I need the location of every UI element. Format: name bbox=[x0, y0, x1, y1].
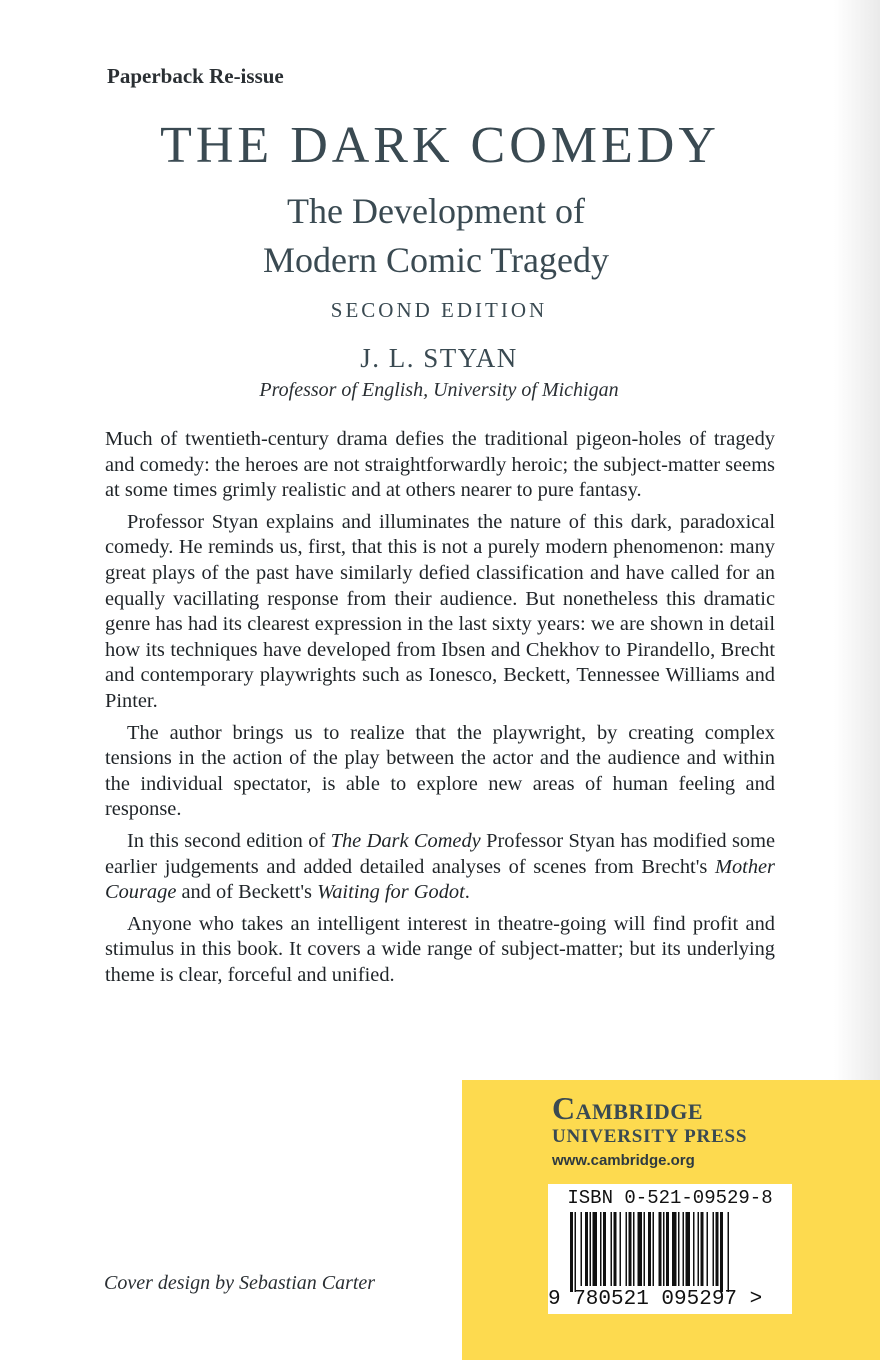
blurb-p4-text-b: Professor Styan has modified some earlier judgements and added detailed analyses of scenes from Brecht's bbox=[105, 829, 775, 878]
blurb-paragraph-3: The author brings us to realize that the playwright, by creating complex tensions in the action of the play between the actor and the audience and within the individual spectator, is able to explore new areas of human feeling and response. bbox=[105, 721, 775, 821]
subtitle-line-2: Modern Comic Tragedy bbox=[263, 240, 609, 280]
isbn-number: ISBN 0-521-09529-8 bbox=[567, 1187, 773, 1209]
book-title: THE DARK COMEDY bbox=[160, 117, 720, 174]
publisher-website: www.cambridge.org bbox=[552, 1152, 695, 1169]
barcode-stripe bbox=[678, 1212, 680, 1286]
barcode-stripe bbox=[603, 1212, 606, 1286]
barcode-bars bbox=[548, 1212, 792, 1292]
blurb-p4-text-a: In this second edition of bbox=[127, 829, 331, 852]
barcode-stripe bbox=[659, 1212, 662, 1286]
barcode-stripe bbox=[611, 1212, 613, 1286]
barcode-stripe bbox=[638, 1212, 643, 1286]
blurb-paragraph-1: Much of twentieth-century drama defies the traditional pigeon-holes of tragedy and comedy: the heroes are not straightforwardly heroic; the subject-matter seems at some times grimly realistic and at others nearer to pure fantasy. bbox=[105, 428, 775, 502]
book-title-ref: The Dark Comedy bbox=[330, 829, 481, 852]
barcode-stripe bbox=[713, 1212, 715, 1286]
barcode-stripe bbox=[716, 1212, 719, 1286]
barcode-stripe bbox=[575, 1212, 577, 1292]
author-name: J. L. STYAN bbox=[360, 343, 518, 373]
barcode-stripe bbox=[590, 1212, 592, 1286]
barcode-stripe bbox=[720, 1212, 723, 1292]
waiting-for-godot-ref: Waiting for Godot bbox=[317, 881, 465, 904]
publisher-subtitle: UNIVERSITY PRESS bbox=[552, 1126, 748, 1147]
publisher-name: Cambridge bbox=[552, 1090, 704, 1126]
barcode-digits: 9 780521 095297 > bbox=[548, 1288, 763, 1311]
blurb bbox=[105, 427, 775, 994]
barcode-stripe bbox=[701, 1212, 704, 1286]
barcode-stripe bbox=[600, 1212, 602, 1286]
barcode-stripe bbox=[728, 1212, 730, 1292]
blurb-paragraph-2: Professor Styan explains and illuminates the nature of this dark, paradoxical comedy. He reminds us, first, that this is not a purely modern phenomenon: many great plays of the past have similarly defied classification and have called for an equally vacillating response from their audience. But nonetheless this dramatic genre has had its clearest expression in the last sixty years: we are shown in detail how its techniques have developed from Ibsen and Chekhov to Pirandello, Brecht and contemporary playwrights such as Ionesco, Beckett, Tennessee Williams and Pinter. bbox=[105, 510, 775, 712]
blurb-p4-text-c: and of Beckett's bbox=[176, 881, 318, 904]
publisher-panel bbox=[462, 1080, 880, 1360]
barcode-stripe bbox=[663, 1212, 665, 1286]
mother-courage-ref: Mother Courage bbox=[105, 855, 775, 904]
barcode-stripe bbox=[648, 1212, 651, 1286]
barcode-stripe bbox=[626, 1212, 628, 1286]
author-affiliation: Professor of English, University of Michigan bbox=[259, 379, 619, 401]
barcode-stripe bbox=[633, 1212, 635, 1286]
barcode-stripe bbox=[570, 1212, 573, 1292]
cover-design-credit: Cover design by Sebastian Carter bbox=[104, 1272, 376, 1294]
reissue-label: Paperback Re-issue bbox=[107, 64, 284, 88]
blurb-paragraph-5: Anyone who takes an intelligent interest in theatre-going will find profit and stimulus in this book. It covers a wide range of subject-matter; but its underlying theme is clear, forceful and unified. bbox=[105, 912, 775, 986]
barcode-stripe bbox=[683, 1212, 685, 1286]
barcode-stripe bbox=[693, 1212, 695, 1286]
barcode-stripe bbox=[666, 1212, 669, 1286]
barcode-stripe bbox=[698, 1212, 700, 1286]
barcode-stripe bbox=[620, 1212, 622, 1286]
barcode-stripe bbox=[707, 1212, 709, 1286]
subtitle-line-1: The Development of bbox=[287, 191, 585, 231]
barcode-stripe bbox=[614, 1212, 617, 1286]
barcode-stripe bbox=[581, 1212, 583, 1286]
barcode-stripe bbox=[644, 1212, 646, 1286]
barcode-stripe bbox=[653, 1212, 655, 1286]
barcode-stripe bbox=[585, 1212, 588, 1286]
blurb-paragraph-4 bbox=[105, 829, 775, 906]
barcode bbox=[548, 1184, 792, 1314]
blurb-p4-text-d: . bbox=[464, 881, 470, 904]
barcode-stripe bbox=[672, 1212, 677, 1286]
edition-label: SECOND EDITION bbox=[330, 298, 548, 322]
barcode-stripe bbox=[593, 1212, 598, 1286]
barcode-stripe bbox=[629, 1212, 632, 1286]
barcode-stripe bbox=[686, 1212, 691, 1286]
